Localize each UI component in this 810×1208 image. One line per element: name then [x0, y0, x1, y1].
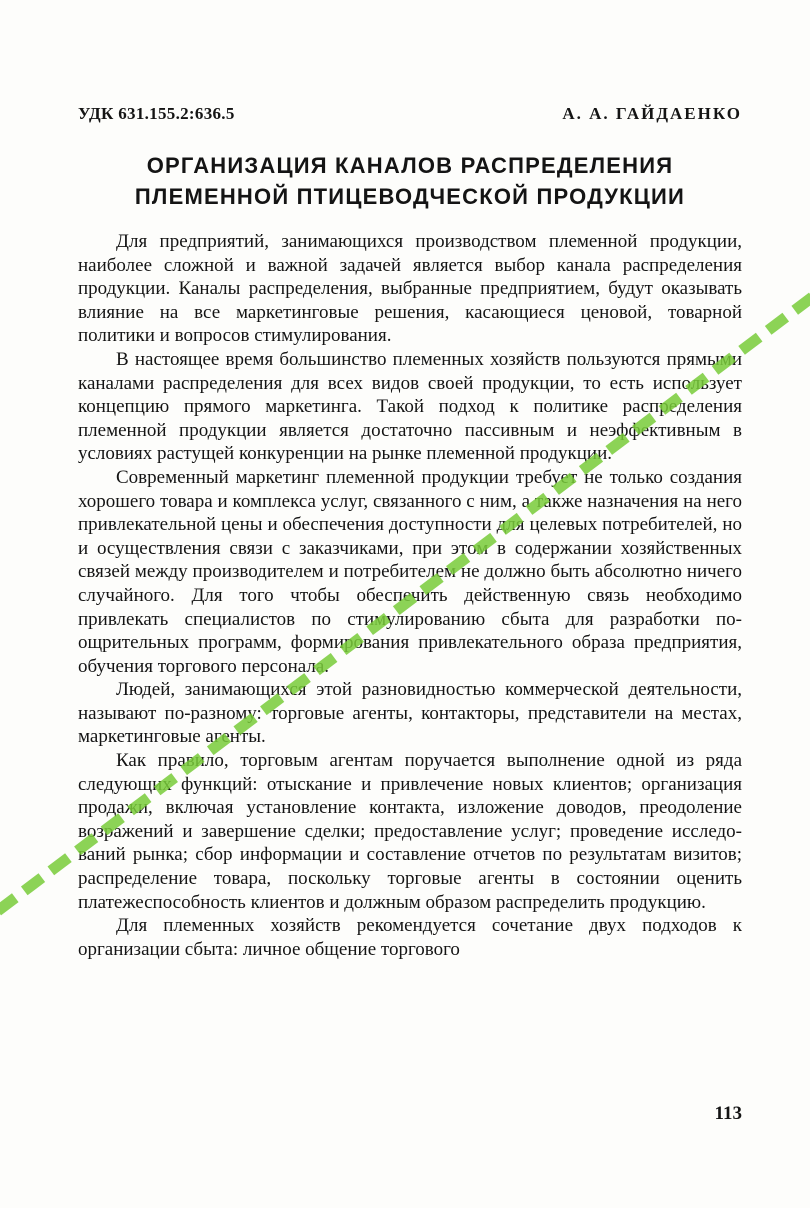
page-header [78, 104, 742, 128]
paragraph-5: Как правило, торговым агентам поручается выполнение одной из ряда следующих функций: отыскание и привлечение новых клиентов; организация продажи, включая установление контакта, изложение доводов, преодоление возражений и завершение сделки; предоставление услуг; проведение исследований рынка; сбор информации и составление отчетов по результатам визитов; распределение товара, поскольку торговые агенты в состоянии оценить платежеспособность клиентов и должным образом распределить продукцию. [78, 750, 742, 913]
paragraph-6: Для племенных хозяйств рекомендуется сочетание двух подходов к организации сбыта: личное общение торгового [78, 915, 742, 960]
author-name: А. А. ГАЙДАЕНКО [562, 104, 742, 123]
page-number: 113 [714, 1103, 742, 1124]
article-body [78, 230, 742, 961]
paragraph-4: Людей, занимающихся этой разновидностью коммерческой деятельности, называют по-разному: торговые агенты, контакторы, представители на местах, маркетинговые агенты. [78, 679, 742, 748]
title-line-2: ПЛЕМЕННОЙ ПТИЦЕВОДЧЕСКОЙ ПРОДУКЦИИ [134, 184, 686, 209]
paragraph-3: Современный маркетинг племенной продукции требует не только создания хорошего товара и комплекса услуг, связанного с ним, а также назначения на него привлекательной цены и обеспечения доступности для целевых потребителей, но и осуществления связи с заказчиками, при этом в содержании хозяйственных связей между производителем и потребителем не должно быть абсолютно ничего случайного. Для того чтобы обеспечить действенную связь необходимо привлекать специалистов по стимулированию сбыта для разработки поощрительных программ, формирования привлекательного образа предприятия, обучения торгового персонала. [78, 466, 742, 677]
article-title [78, 150, 742, 212]
paragraph-2: В настоящее время большинство племенных хозяйств пользуются прямыми каналами распределения для всех видов своей продукции, то есть использует концепцию прямого маркетинга. Такой подход к политике распределения племенной продукции является достаточно пассивным и неэффективным в условиях растущей конкуренции на рынке племенной продукции. [78, 348, 742, 465]
title-line-1: ОРГАНИЗАЦИЯ КАНАЛОВ РАСПРЕДЕЛЕНИЯ [146, 153, 674, 178]
udk-code: УДК 631.155.2:636.5 [78, 104, 235, 123]
paragraph-1: Для предприятий, занимающихся производством племенной продукции, наиболее сложной и важной задачей является выбор канала распределения продукции. Каналы распределения, выбранные предприятием, будут оказывать влияние на все маркетинговые решения, касающиеся ценовой, товарной политики и вопросов стимулирования. [78, 231, 742, 347]
